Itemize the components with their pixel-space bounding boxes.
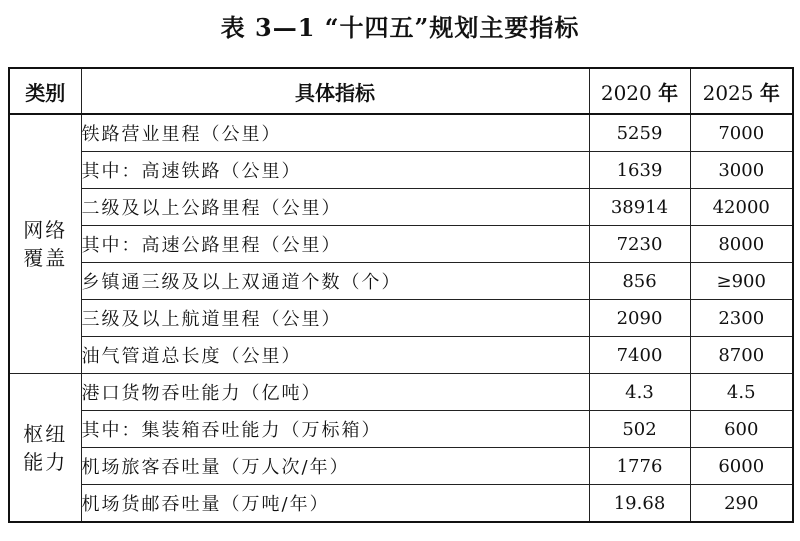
header-category: 类别 xyxy=(9,68,81,114)
table-title: 表 3—1 “十四五”规划主要指标 xyxy=(220,13,580,42)
value-2020-cell: 1776 xyxy=(589,448,690,485)
value-2025-cell: 7000 xyxy=(690,114,793,152)
value-2020-cell: 5259 xyxy=(589,114,690,152)
table-row xyxy=(9,411,793,448)
table-row xyxy=(9,374,793,411)
value-2025-cell: 4.5 xyxy=(690,374,793,411)
table-row xyxy=(9,152,793,189)
value-2025-cell: 3000 xyxy=(690,152,793,189)
table-row xyxy=(9,263,793,300)
value-2020-cell: 502 xyxy=(589,411,690,448)
indicator-cell: 其中：集装箱吞吐能力（万标箱） xyxy=(81,411,589,448)
value-2025-cell: 8000 xyxy=(690,226,793,263)
indicator-table xyxy=(8,67,794,523)
table-row xyxy=(9,300,793,337)
category-label-line2: 能力 xyxy=(23,449,68,474)
table-row xyxy=(9,189,793,226)
value-2025-cell: 600 xyxy=(690,411,793,448)
value-2020-cell: 1639 xyxy=(589,152,690,189)
table-row xyxy=(9,226,793,263)
indicator-cell: 油气管道总长度（公里） xyxy=(81,337,589,374)
table-row xyxy=(9,485,793,523)
value-2020-cell: 19.68 xyxy=(589,485,690,523)
value-2025-cell: 6000 xyxy=(690,448,793,485)
indicator-cell: 三级及以上航道里程（公里） xyxy=(81,300,589,337)
category-cell xyxy=(9,374,81,523)
indicator-cell: 港口货物吞吐能力（亿吨） xyxy=(81,374,589,411)
table-header-row xyxy=(9,68,793,114)
header-2025-suffix: 年 xyxy=(759,80,780,105)
value-2025-cell: 290 xyxy=(690,485,793,523)
indicator-cell: 机场货邮吞吐量（万吨/年） xyxy=(81,485,589,523)
header-2020-year: 2020 xyxy=(600,80,652,105)
header-2025-year: 2025 xyxy=(702,80,754,105)
indicator-cell: 机场旅客吞吐量（万人次/年） xyxy=(81,448,589,485)
indicator-cell: 其中：高速公路里程（公里） xyxy=(81,226,589,263)
indicator-cell: 二级及以上公路里程（公里） xyxy=(81,189,589,226)
table-row xyxy=(9,114,793,152)
value-2025-cell: 8700 xyxy=(690,337,793,374)
value-2020-cell: 7400 xyxy=(589,337,690,374)
indicator-cell: 乡镇通三级及以上双通道个数（个） xyxy=(81,263,589,300)
header-indicator: 具体指标 xyxy=(81,68,589,114)
indicator-cell: 铁路营业里程（公里） xyxy=(81,114,589,152)
value-2020-cell: 4.3 xyxy=(589,374,690,411)
table-row xyxy=(9,337,793,374)
value-2020-cell: 38914 xyxy=(589,189,690,226)
category-label-line1: 枢纽 xyxy=(23,421,68,446)
category-label-line1: 网络 xyxy=(23,218,68,242)
header-2020 xyxy=(589,68,690,114)
value-2020-cell: 2090 xyxy=(589,300,690,337)
value-2025-cell: ≥900 xyxy=(690,263,793,300)
header-2025 xyxy=(690,68,793,114)
value-2025-cell: 2300 xyxy=(690,300,793,337)
header-2020-suffix: 年 xyxy=(658,80,679,105)
value-2025-cell: 42000 xyxy=(690,189,793,226)
category-label-line2: 覆盖 xyxy=(23,246,68,270)
value-2020-cell: 7230 xyxy=(589,226,690,263)
value-2020-cell: 856 xyxy=(589,263,690,300)
table-row xyxy=(9,448,793,485)
indicator-cell: 其中：高速铁路（公里） xyxy=(81,152,589,189)
category-cell xyxy=(9,114,81,374)
